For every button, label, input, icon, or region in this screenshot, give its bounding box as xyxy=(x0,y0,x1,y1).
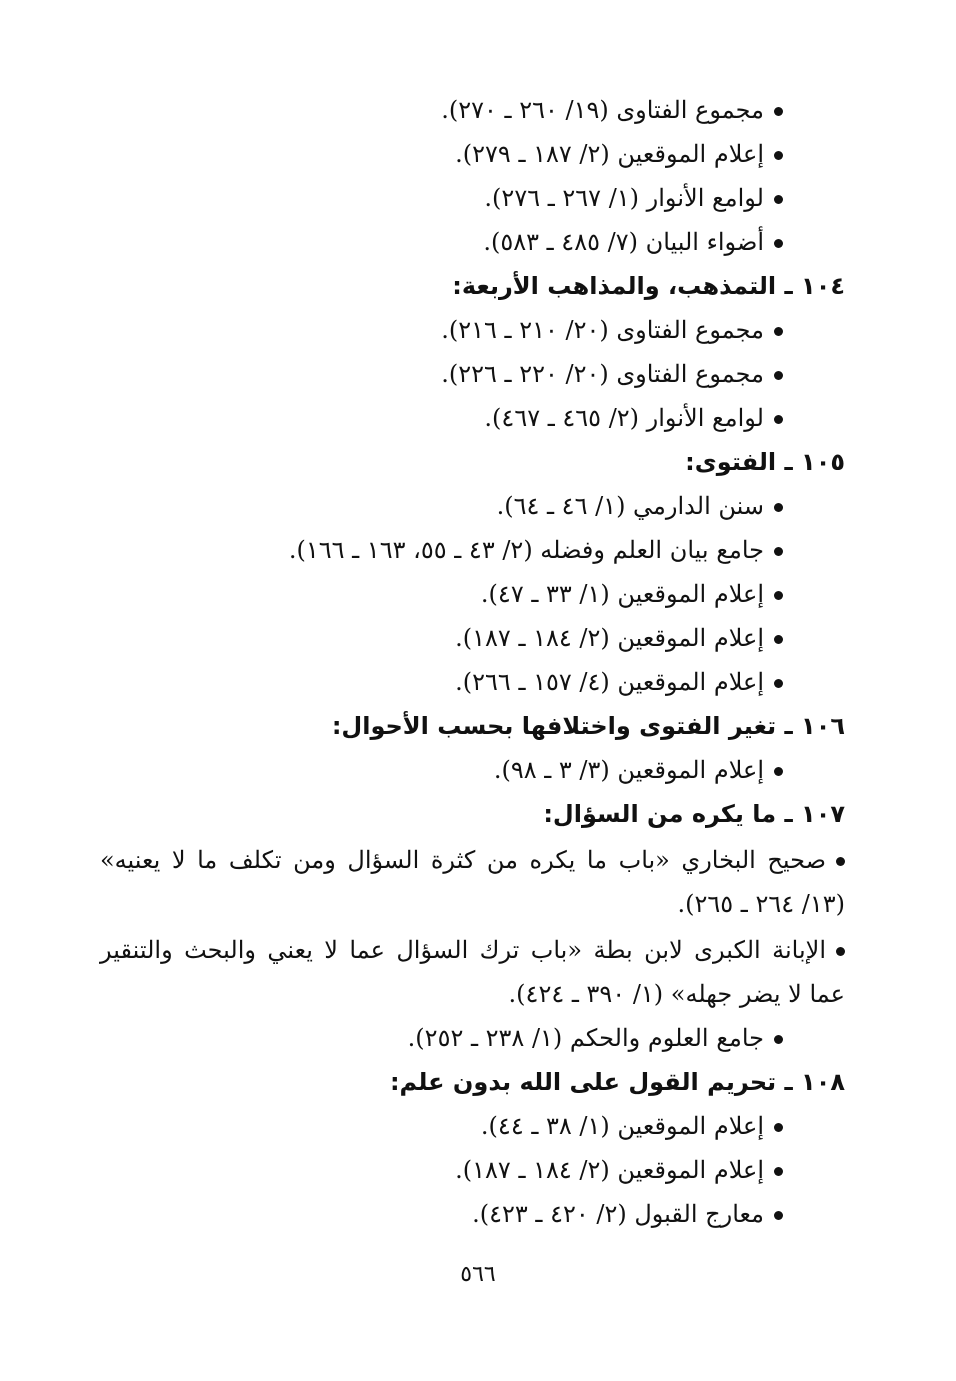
entry-text: إعلام الموقعين (٤/ ١٥٧ ـ ٢٦٦). xyxy=(455,668,764,696)
list-item xyxy=(100,1148,845,1192)
entry-text: إعلام الموقعين (٢/ ١٨٤ ـ ١٨٧). xyxy=(455,624,764,652)
section-104 xyxy=(100,264,845,440)
list-item xyxy=(100,220,845,264)
entry-text: إعلام الموقعين (٢/ ١٨٤ ـ ١٨٧). xyxy=(455,1156,764,1184)
bullet-icon xyxy=(774,107,783,116)
list-item xyxy=(100,572,845,616)
entry-text: الإبانة الكبرى لابن بطة «باب ترك السؤال عما لا يعني والبحث والتنقير عما لا يضر جهله» (١/ ٣٩٠ ـ ٤٢٤). xyxy=(100,936,845,1008)
entry-text: مجموع الفتاوى (٢٠/ ٢١٠ ـ ٢١٦). xyxy=(441,316,764,344)
list-item xyxy=(100,528,845,572)
bullet-icon xyxy=(774,239,783,248)
entry-text: مجموع الفتاوى (٢٠/ ٢٢٠ ـ ٢٢٦). xyxy=(441,360,764,388)
section-heading: ١٠٦ ـ تغير الفتوى واختلافها بحسب الأحوال: xyxy=(331,712,845,740)
section-heading: ١٠٧ ـ ما يكره من السؤال: xyxy=(543,800,845,828)
section-heading: ١٠٤ ـ التمذهب، والمذاهب الأربعة: xyxy=(452,272,845,300)
bullet-icon xyxy=(774,679,783,688)
section-107 xyxy=(100,792,845,1060)
entry-text: جامع العلوم والحكم (١/ ٢٣٨ ـ ٢٥٢). xyxy=(407,1024,764,1052)
bullet-icon xyxy=(774,327,783,336)
list-item xyxy=(100,1016,845,1060)
list-item xyxy=(100,1192,845,1236)
entry-text: مجموع الفتاوى (١٩/ ٢٦٠ ـ ٢٧٠). xyxy=(441,96,764,124)
section-106 xyxy=(100,704,845,792)
bullet-icon xyxy=(836,947,845,956)
list-item xyxy=(100,1104,845,1148)
section-108 xyxy=(100,1060,845,1236)
entry-text: سنن الدارمي (١/ ٤٦ ـ ٦٤). xyxy=(496,492,764,520)
bullet-icon xyxy=(774,195,783,204)
entry-text: إعلام الموقعين (١/ ٣٣ ـ ٤٧). xyxy=(480,580,764,608)
page-body xyxy=(100,88,845,1236)
list-item xyxy=(100,132,845,176)
bullet-icon xyxy=(774,415,783,424)
bullet-icon xyxy=(774,503,783,512)
list-item xyxy=(100,352,845,396)
entry-text: إعلام الموقعين (٣/ ٣ ـ ٩٨). xyxy=(493,756,764,784)
entry-text: صحيح البخاري «باب ما يكره من كثرة السؤال ومن تكلف ما لا يعنيه» (١٣/ ٢٦٤ ـ ٢٦٥). xyxy=(100,846,845,918)
list-item xyxy=(100,176,845,220)
entry-text: إعلام الموقعين (١/ ٣٨ ـ ٤٤). xyxy=(480,1112,764,1140)
bullet-icon xyxy=(774,767,783,776)
list-item xyxy=(100,928,845,1016)
bullet-icon xyxy=(774,151,783,160)
bullet-icon xyxy=(774,547,783,556)
page-number: ٥٦٦ xyxy=(460,1262,496,1287)
bullet-icon xyxy=(774,371,783,380)
bullet-icon xyxy=(774,1167,783,1176)
list-item xyxy=(100,748,845,792)
section-105 xyxy=(100,440,845,704)
entry-text: لوامع الأنوار (١/ ٢٦٧ ـ ٢٧٦). xyxy=(484,184,764,212)
list-item xyxy=(100,88,845,132)
list-item xyxy=(100,308,845,352)
list-item xyxy=(100,484,845,528)
bullet-icon xyxy=(774,635,783,644)
bullet-icon xyxy=(774,1123,783,1132)
bullet-icon xyxy=(774,1035,783,1044)
entry-text: لوامع الأنوار (٢/ ٤٦٥ ـ ٤٦٧). xyxy=(484,404,764,432)
entry-text: أضواء البيان (٧/ ٤٨٥ ـ ٥٨٣). xyxy=(483,228,764,256)
entry-text: جامع بيان العلم وفضله (٢/ ٤٣ ـ ٥٥، ١٦٣ ـ ١٦٦). xyxy=(288,536,764,564)
list-item xyxy=(100,660,845,704)
entry-text: معارج القبول (٢/ ٤٢٠ ـ ٤٢٣). xyxy=(472,1200,764,1228)
bullet-icon xyxy=(836,857,845,866)
section-heading: ١٠٥ ـ الفتوى: xyxy=(685,448,845,476)
section-continuation xyxy=(100,88,845,264)
list-item xyxy=(100,616,845,660)
section-heading: ١٠٨ ـ تحريم القول على الله بدون علم: xyxy=(389,1068,845,1096)
bullet-icon xyxy=(774,591,783,600)
list-item xyxy=(100,396,845,440)
list-item xyxy=(100,838,845,926)
bullet-icon xyxy=(774,1211,783,1220)
entry-text: إعلام الموقعين (٢/ ١٨٧ ـ ٢٧٩). xyxy=(455,140,764,168)
